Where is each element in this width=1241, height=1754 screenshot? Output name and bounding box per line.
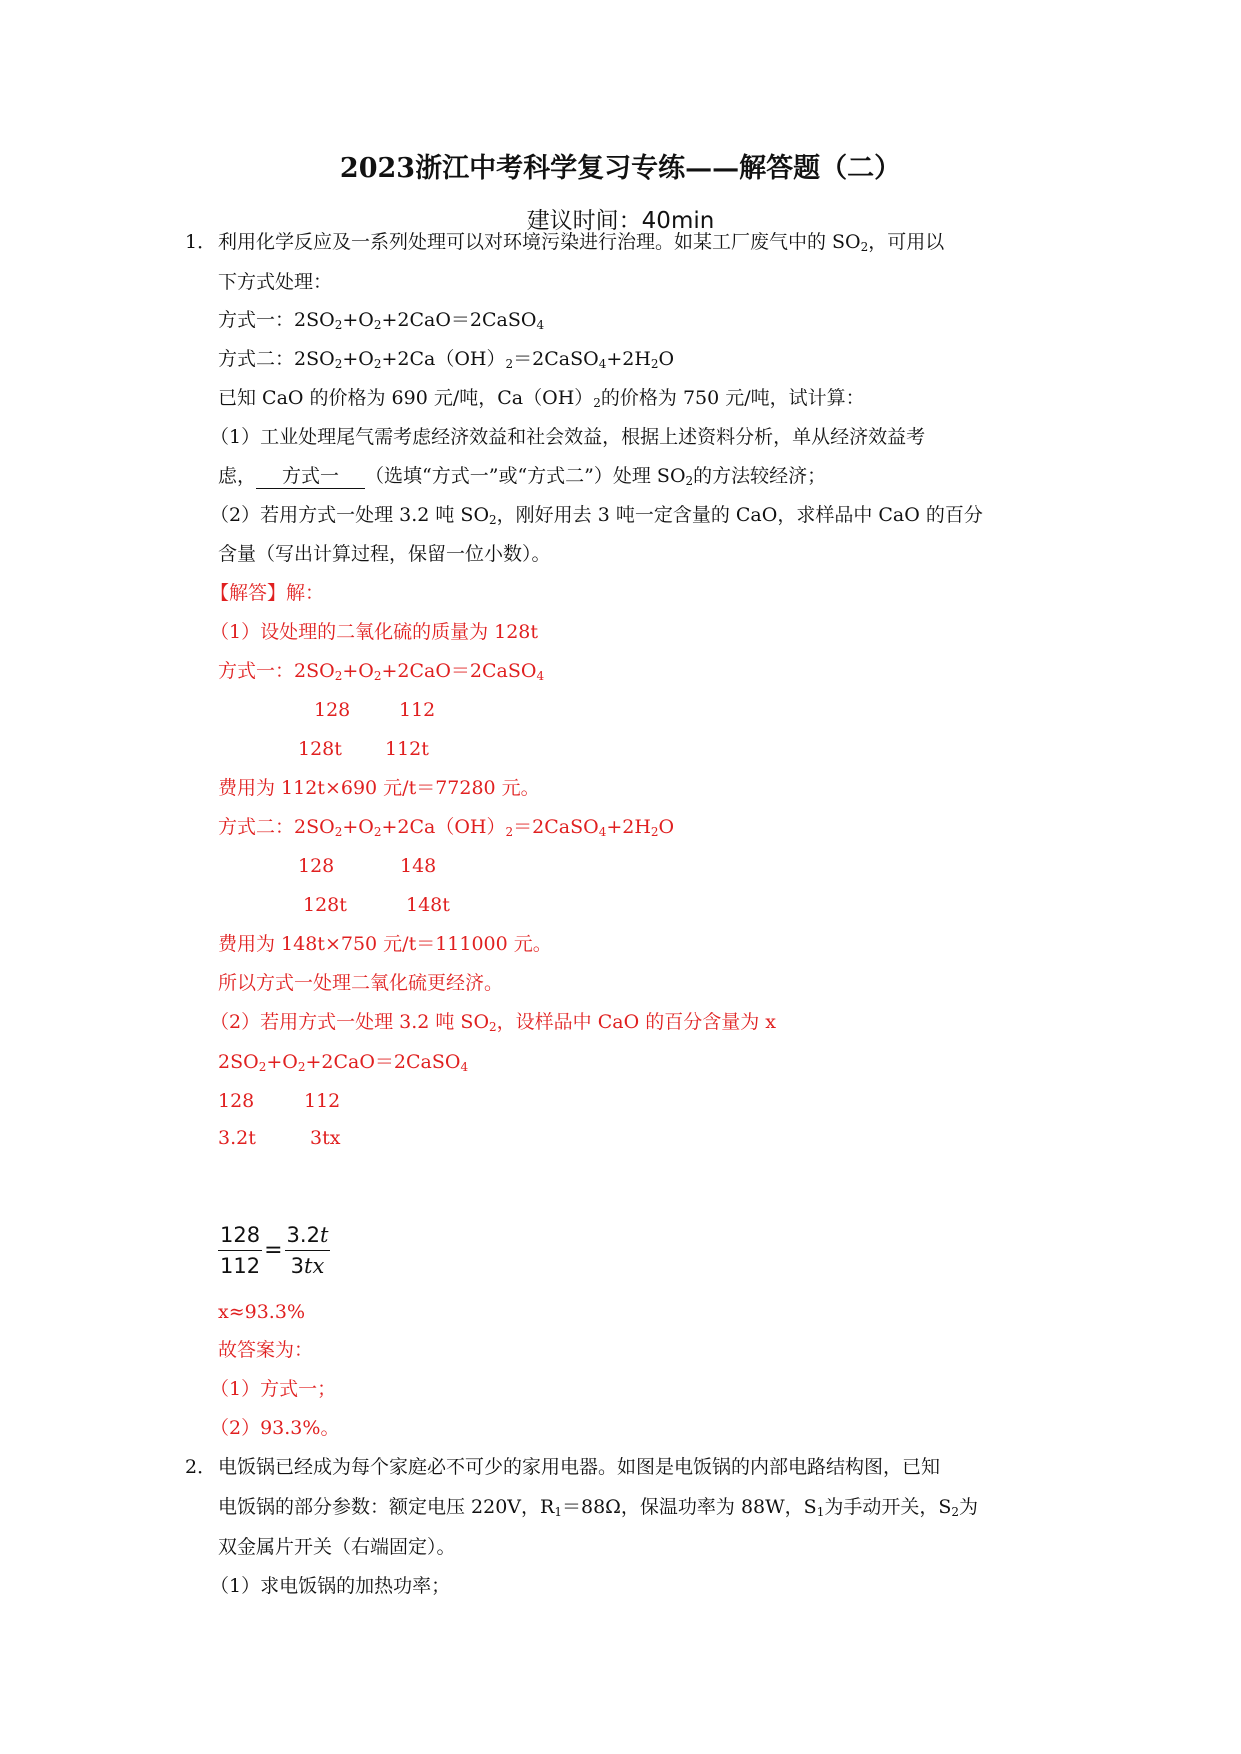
mass-ratio: 112 <box>304 1090 341 1112</box>
equation-method-2: 方式二：$2SO_2+O_2+2Ca(OH)_2=2CaSO_4+2H_2O$ <box>218 348 675 371</box>
answer-step: （1）设处理的二氧化硫的质量为 128t <box>210 621 539 643</box>
conclusion: 所以方式一处理二氧化硫更经济。 <box>218 972 504 994</box>
cost-calc: 费用为 112t×690 元/t＝77280 元。 <box>218 777 540 799</box>
sub-question-2: （2）若用方式一处理 3.2 吨 $SO_2$，刚好用去 3 吨一定含量的 CaO，求样品中 CaO 的百分 <box>210 504 983 527</box>
question-text: 电饭锅已经成为每个家庭必不可少的家用电器。如图是电饭锅的内部电路结构图，已知 <box>218 1456 941 1478</box>
answer-equation: 方式二：$2SO_2+O_2+2Ca(OH)_2=2CaSO_4+2H_2O$ <box>218 816 675 839</box>
mass-value: 148t <box>406 894 450 916</box>
equation-method-1: 方式一：$2SO_2+O_2+2CaO=2CaSO_4$ <box>218 309 545 332</box>
mass-ratio: 128 <box>314 699 351 721</box>
sub-question-1: （1）工业处理尾气需考虑经济效益和社会效益，根据上述资料分析，单从经济效益考 <box>210 426 926 448</box>
final-answer-1: （1）方式一； <box>210 1378 337 1400</box>
mass-ratio: 148 <box>400 855 437 877</box>
mass-value: 128t <box>303 894 347 916</box>
final-answer-2: （2）93.3%。 <box>210 1417 340 1439</box>
question-text: 双金属片开关（右端固定）。 <box>218 1536 456 1558</box>
fraction-right: $\frac{3.2t}{3tx}$ <box>286 1223 329 1278</box>
answer-heading: 【解答】解： <box>210 582 325 604</box>
fraction-left: $\frac{128}{112}$ <box>220 1223 261 1278</box>
price-info: 已知 CaO 的价格为 690 元/吨，$Ca(OH)_2$的价格为 750 元/吨，试计算： <box>218 387 865 410</box>
question-number: 2． <box>185 1456 217 1478</box>
mass-value: 112t <box>385 738 429 760</box>
answer-step: （2）若用方式一处理 3.2 吨 $SO_2$，设样品中 CaO 的百分含量为 x <box>210 1011 776 1034</box>
sub-question-2: 含量（写出计算过程，保留一位小数）。 <box>218 543 551 565</box>
answer-equation: $2SO_2+O_2+2CaO=2CaSO_4$ <box>218 1051 469 1074</box>
mass-ratio: 128 <box>218 1090 255 1112</box>
question-number: 1． <box>185 231 217 253</box>
sub-question-1: 虑， 方式一 （选填“方式一”或“方式二”）处理 $SO_2$的方法较经济； <box>218 465 827 488</box>
result: x≈93.3% <box>218 1301 305 1323</box>
mass-value: 3tx <box>310 1127 341 1149</box>
mass-ratio: 112 <box>399 699 436 721</box>
answer-blank[interactable]: 方式一 <box>256 464 365 489</box>
mass-value: 128t <box>298 738 342 760</box>
page-title: 2023浙江中考科学复习专练——解答题（二） <box>339 153 902 184</box>
sub-question-1: （1）求电饭锅的加热功率； <box>210 1575 451 1597</box>
question-text: 利用化学反应及一系列处理可以对环境污染进行治理。如某工厂废气中的 $SO_2$，可用以 <box>218 231 945 254</box>
final-answer-heading: 故答案为： <box>218 1339 314 1361</box>
mass-value: 3.2t <box>218 1127 256 1149</box>
answer-equation: 方式一：$2SO_2+O_2+2CaO=2CaSO_4$ <box>218 660 545 683</box>
suggested-time: 建议时间：40min <box>526 208 715 234</box>
proportion-equation: $\frac{128}{112}$ = $\frac{3.2t}{3tx}$ <box>220 1223 329 1278</box>
question-text: 电饭锅的部分参数：额定电压 220V，$R_1=88\Omega$，保温功率为 88W，$S_1$为手动开关，$S_2$为 <box>218 1496 979 1519</box>
question-text: 下方式处理： <box>218 271 333 293</box>
mass-ratio: 128 <box>298 855 335 877</box>
cost-calc: 费用为 148t×750 元/t＝111000 元。 <box>218 933 552 955</box>
